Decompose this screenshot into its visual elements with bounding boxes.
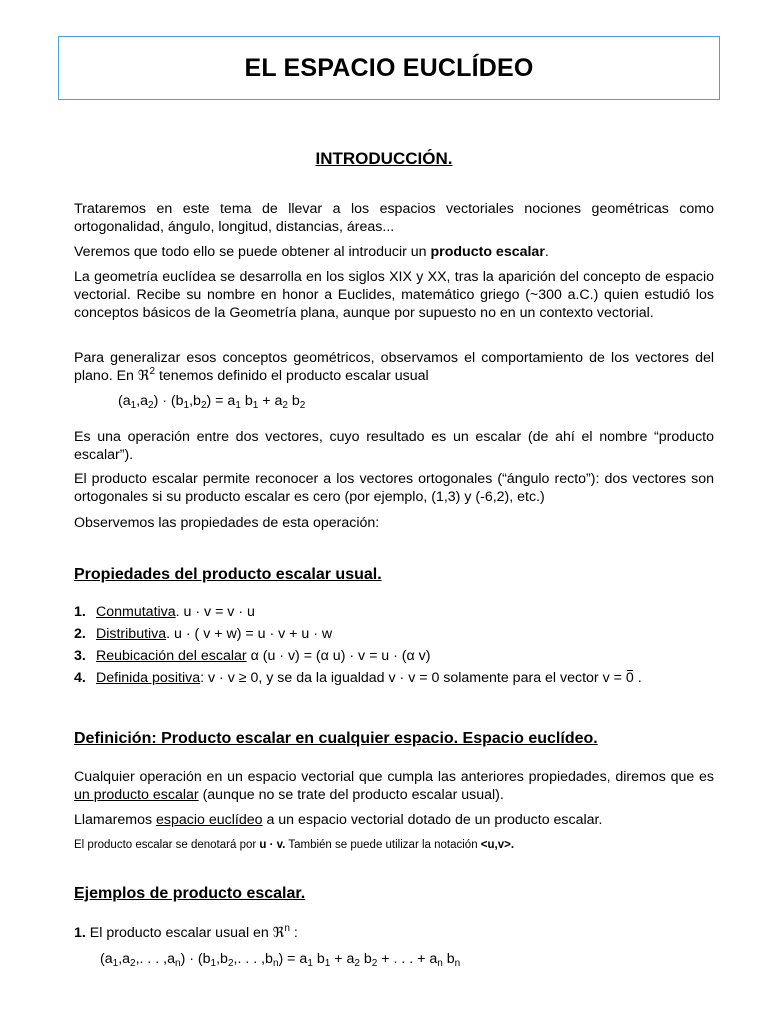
intro-paragraph-7: Observemos las propiedades de esta operación:	[74, 515, 380, 531]
property-item-4	[74, 669, 642, 687]
def-p1-a: Cualquier operación en un espacio vectorial que cumpla las anteriores propiedades, diremos que es	[74, 769, 714, 785]
intro-heading: INTRODUCCIÓN.	[315, 149, 453, 168]
property-item-1	[74, 603, 255, 621]
intro-paragraph-1: Trataremos en este tema de llevar a los espacios vectoriales nociones geométricas como ortogonalidad, ángulo, longitud, distancias, áreas...	[74, 201, 714, 235]
formula-rn-dot-product: ($a_1,a_2$,. . . $,a_n) \cdot (b_1,b_2$,. . . $,b_n) = a_1$ $b_1 + a_2$ $b_2$ + . . . + $a_n$ $b_n$	[100, 951, 461, 969]
title-box	[58, 36, 720, 100]
property-formula: : v · v ≥ 0, y se da la igualdad v · v = 0 solamente para el vector v =	[200, 670, 626, 686]
def-p3-mid: También se puede utilizar la notación	[285, 839, 481, 851]
p2-bold: producto escalar	[430, 244, 545, 260]
section-heading-examples: Ejemplos de producto escalar.	[74, 885, 306, 902]
example-text-a: El producto escalar usual en	[85, 925, 273, 941]
section-heading-definition: Definición: Producto escalar en cualquier espacio. Espacio euclídeo.	[74, 730, 598, 747]
example-text-b: :	[289, 925, 298, 941]
example-exponent: n	[284, 923, 290, 934]
intro-paragraph-4	[74, 349, 714, 385]
property-formula: . u · v = v · u	[175, 604, 255, 620]
p4-exponent: 2	[149, 366, 156, 377]
example-item-1	[74, 924, 298, 942]
property-name: Distributiva	[96, 626, 167, 642]
p2-end: .	[544, 244, 549, 260]
p4-text-b: tenemos definido el producto escalar usual	[155, 368, 429, 384]
property-name: Conmutativa	[96, 604, 176, 620]
intro-paragraph-5: Es una operación entre dos vectores, cuyo resultado es un escalar (de ahí el nombre “producto escalar”).	[74, 429, 714, 463]
intro-paragraph-6: El producto escalar permite reconocer a los vectores ortogonales (“ángulo recto”): dos vectores son ortogonales si su producto escalar es cero (por ejemplo, (1,3) y (-6,2), etc.)	[74, 471, 714, 505]
def-p3-bold-1: u · v.	[259, 839, 286, 851]
property-number: 2.	[74, 626, 86, 642]
definition-paragraph-1	[74, 768, 714, 804]
page-title: EL ESPACIO EUCLÍDEO	[244, 53, 534, 82]
property-item-3	[74, 647, 430, 665]
def-p1-underlined: un producto escalar	[74, 787, 199, 803]
section-heading-properties: Propiedades del producto escalar usual.	[74, 566, 382, 583]
intro-paragraph-3: La geometría euclídea se desarrolla en los siglos XIX y XX, tras la aparición del concepto de espacio vectorial. Recibe su nombre en honor a Euclides, matemático griego (~300 a.C.) quien estudió los conceptos básicos de la Geometría plana, aunque por supuesto no en un contexto vectorial.	[74, 269, 714, 321]
def-p3-a: El producto escalar se denotará por	[74, 839, 260, 851]
zero-vector: 0	[625, 670, 634, 686]
property-item-2	[74, 625, 332, 643]
def-p1-b: (aunque no se trate del producto escalar usual).	[198, 787, 504, 803]
intro-paragraph-2	[74, 243, 714, 261]
property-formula: α (u · v) = (α u) · v = u · (α v)	[246, 648, 431, 664]
real-numbers-symbol: ℜ	[137, 368, 150, 384]
p2-text: Veremos que todo ello se puede obtener al introducir un	[74, 244, 431, 260]
property-name: Reubicación del escalar	[96, 648, 247, 664]
def-p3-bold-2: <u,v>.	[480, 839, 515, 851]
real-numbers-symbol: ℜ	[272, 925, 285, 941]
definition-paragraph-2	[74, 811, 714, 829]
def-p2-a: Llamaremos	[74, 812, 157, 828]
def-p2-b: a un espacio vectorial dotado de un producto escalar.	[262, 812, 603, 828]
property-formula: . u · ( v + w) = u · v + u · w	[166, 626, 333, 642]
p4-text-a: Para generalizar esos conceptos geométricos, observamos el comportamiento de los vectores del plano. En	[74, 350, 714, 384]
property-end: .	[633, 670, 642, 686]
property-name: Definida positiva	[96, 670, 201, 686]
property-number: 1.	[74, 604, 86, 620]
def-p2-underlined: espacio euclídeo	[156, 812, 263, 828]
example-number: 1.	[74, 925, 86, 941]
property-number: 3.	[74, 648, 86, 664]
property-number: 4.	[74, 670, 86, 686]
formula-r2-dot-product: $(a_1,a_2) \cdot (b_1,b_2) = a_1$ $b_1 + a_2$ $b_2$	[118, 393, 306, 411]
definition-notation-note	[74, 836, 714, 854]
